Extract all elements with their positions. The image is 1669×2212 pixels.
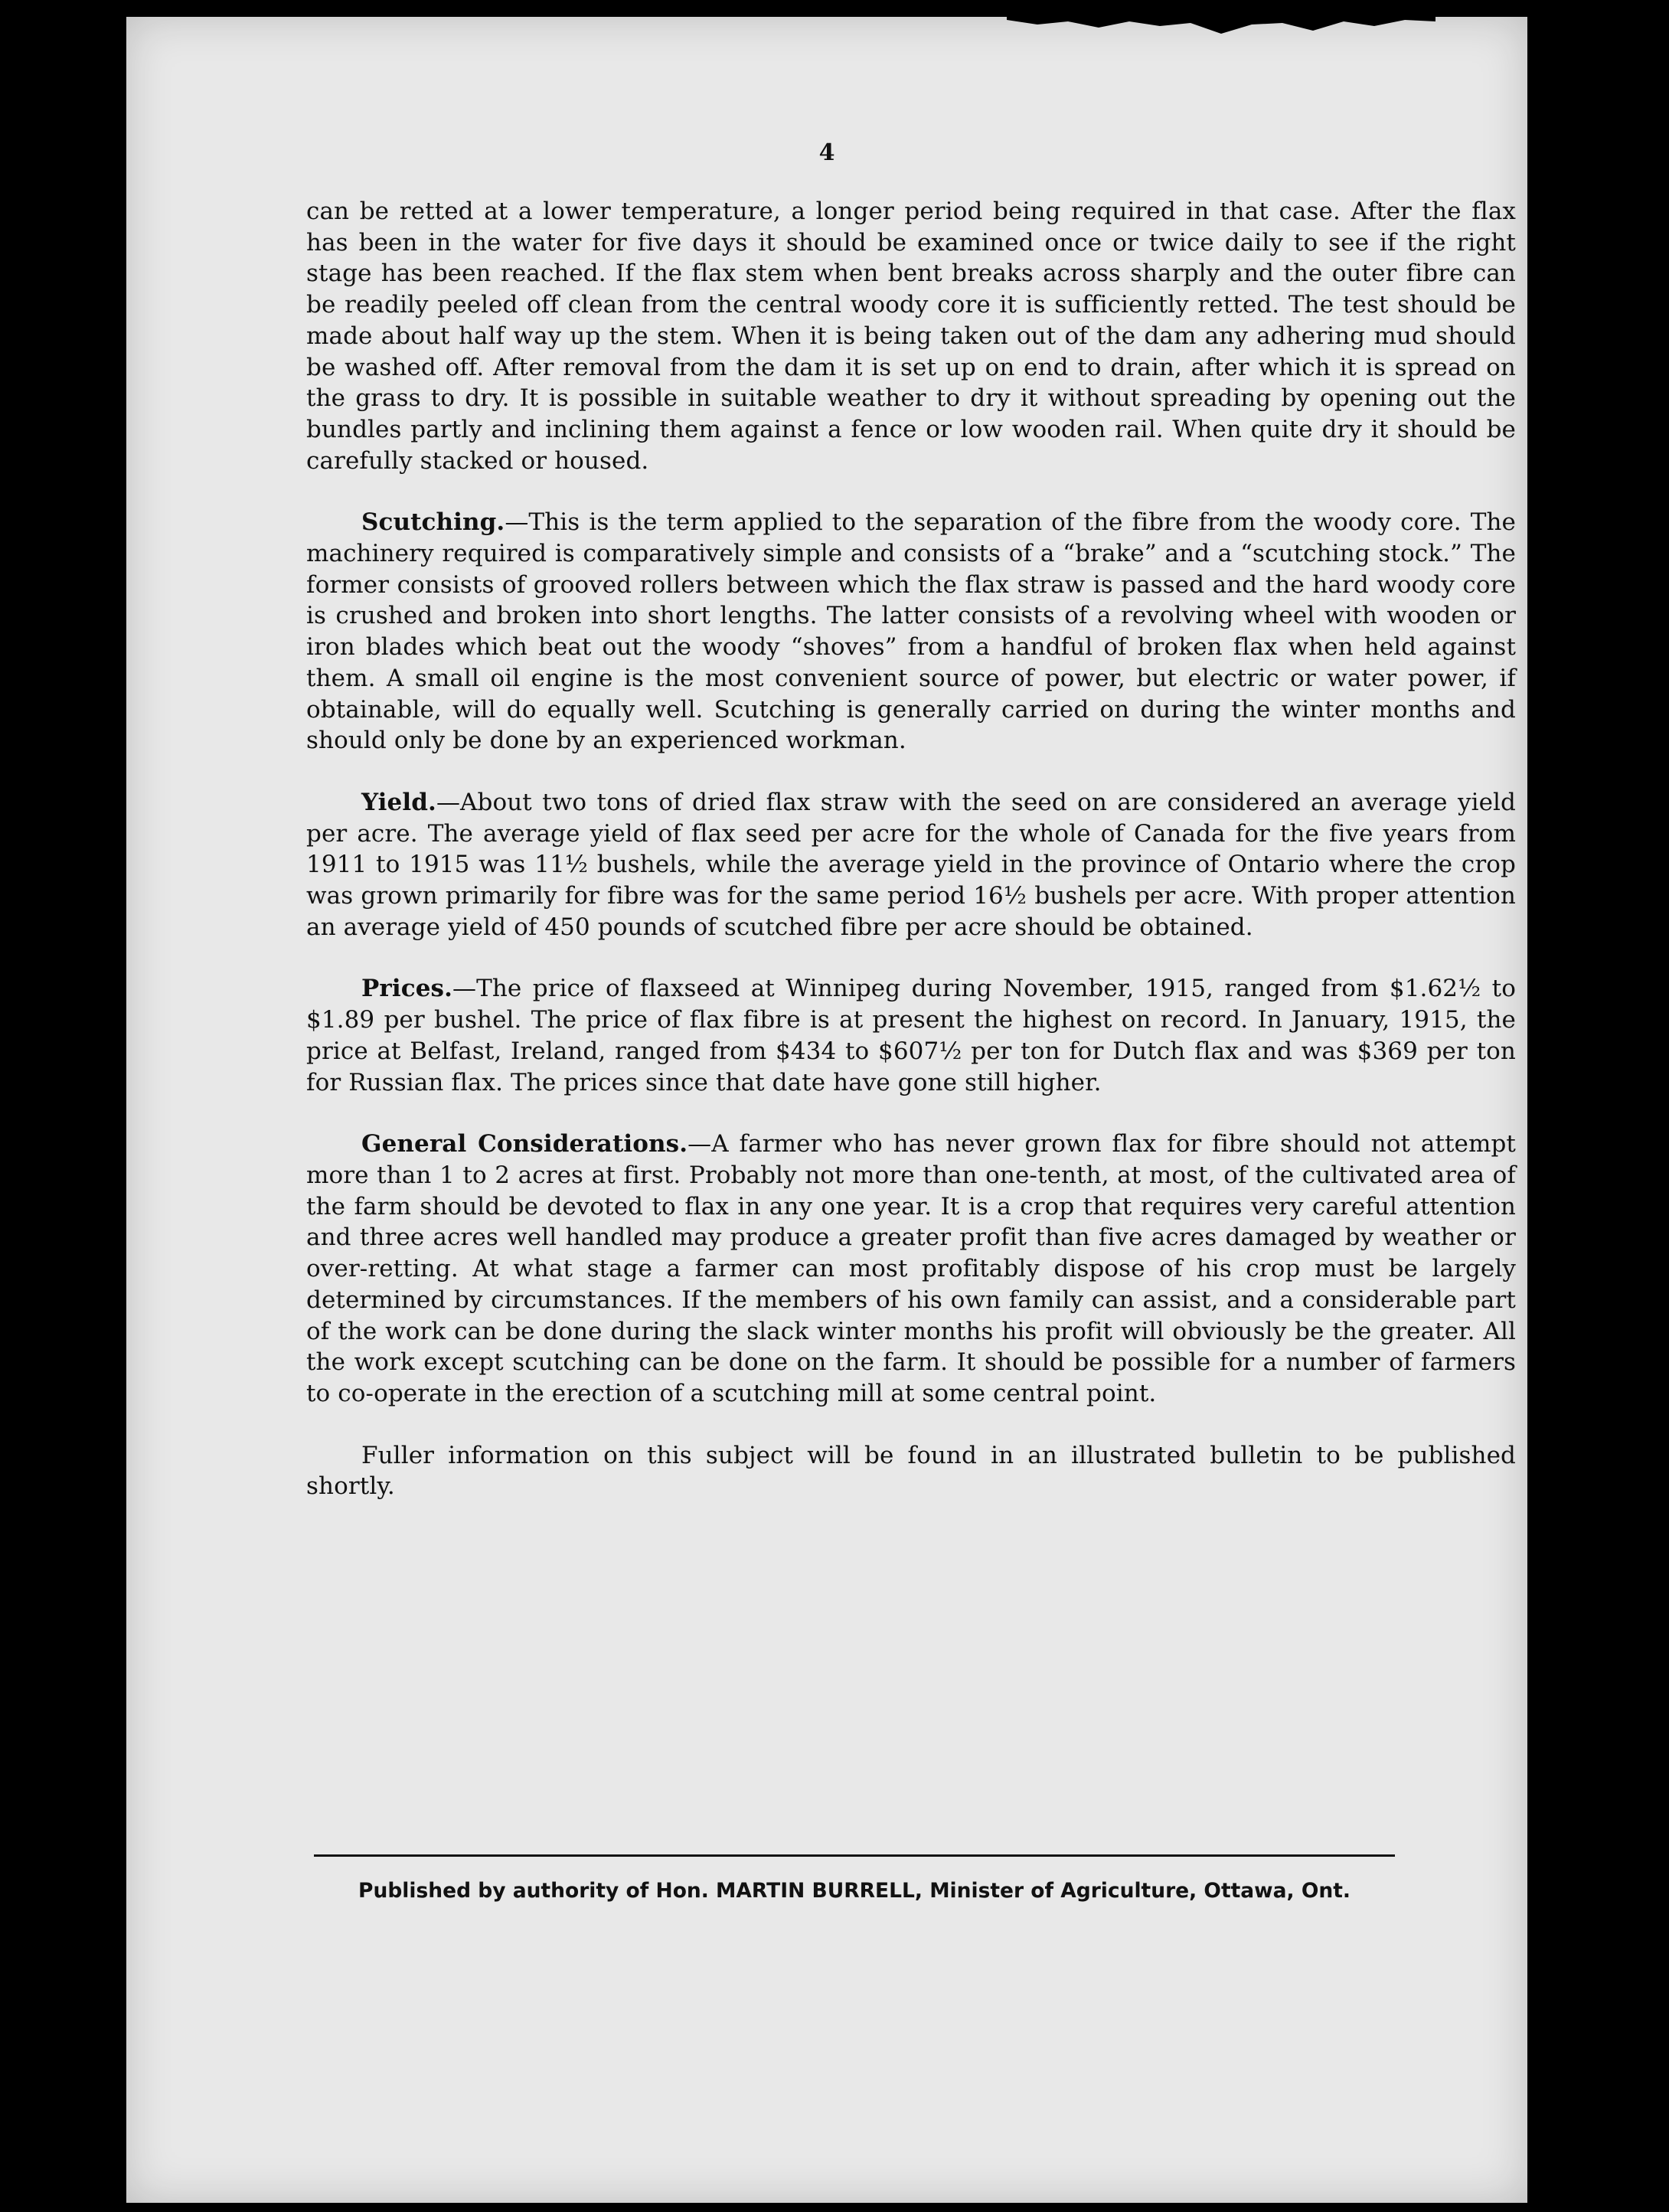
paragraph-prices	[306, 973, 1516, 1098]
paragraph-general-considerations	[306, 1129, 1516, 1409]
section-heading-yield: Yield.	[361, 788, 436, 816]
footer-publisher-note: Published by authority of Hon. MARTIN BURRELL, Minister of Agriculture, Ottawa, Ont.	[358, 1879, 1351, 1903]
paragraph-text: can be retted at a lower temperature, a longer period being required in that case. After the flax has been in the water for five days it should be examined once or twice daily to see if the right stage has been reached. If the flax stem when bent breaks across sharply and the outer fibre can be readily peeled off clean from the central woody core it is sufficiently retted. The test should be made about half way up the stem. When it is being taken out of the dam any adhering mud should be washed off. After removal from the dam it is set up on end to drain, after which it is spread on the grass to dry. It is possible in suitable weather to dry it without spreading by opening out the bundles partly and inclining them against a fence or low wooden rail. When quite dry it should be carefully stacked or housed.	[306, 198, 1516, 475]
paragraph-text: —A farmer who has never grown flax for fibre should not attempt more than 1 to 2 acres at first. Probably not more than one-tenth, at most, of the cultivated area of the farm should be devoted to flax in any one year. It is a crop that requires very careful attention and three acres well handled may produce a greater profit than five acres damaged by weather or over-retting. At what stage a farmer can most profitably dispose of his crop must be largely determined by circumstances. If the members of his own family can assist, and a considerable part of the work can be done during the slack winter months his profit will obviously be the greater. All the work except scutching can be done on the farm. It should be possible for a number of farmers to co-operate in the erection of a scutching mill at some central point.	[306, 1130, 1516, 1407]
paragraph-text: Fuller information on this subject will be found in an illustrated bulletin to be published shortly.	[306, 1441, 1516, 1501]
page-number: 4	[818, 139, 835, 166]
page-tear-decoration	[1007, 17, 1435, 55]
paragraph-text: —About two tons of dried flax straw with the seed on are considered an average yield per acre. The average yield of flax seed per acre for the whole of Canada for the five years from 1911 to 1915 was 11½ bushels, while the average yield in the province of Ontario where the crop was grown primarily for fibre was for the same period 16½ bushels per acre. With proper attention an average yield of 450 pounds of scutched fibre per acre should be obtained.	[306, 788, 1516, 941]
section-heading-prices: Prices.	[361, 975, 452, 1003]
paragraph-text: —The price of flaxseed at Winnipeg during November, 1915, ranged from $1.62½ to $1.89 per bushel. The price of flax fibre is at present the highest on record. In January, 1915, the price at Belfast, Ireland, ranged from $434 to $607½ per ton for Dutch flax and was $369 per ton for Russian flax. The prices since that date have gone still higher.	[306, 975, 1516, 1096]
footer-rule	[314, 1854, 1395, 1857]
body-text	[306, 196, 1516, 1533]
scan-smudge	[0, 1688, 23, 1723]
document-page	[126, 17, 1527, 2203]
paragraph-text: —This is the term applied to the separation of the fibre from the woody core. The machinery required is comparatively simple and consists of a “brake” and a “scutching stock.” The former consists of grooved rollers between which the flax straw is passed and the hard woody core is crushed and broken into short lengths. The latter consists of a revolving wheel with wooden or iron blades which beat out the woody “shoves” from a handful of broken flax when held against them. A small oil engine is the most convenient source of power, but electric or water power, if obtainable, will do equally well. Scutching is generally carried on during the winter months and should only be done by an experienced workman.	[306, 508, 1516, 755]
paragraph-retting	[306, 196, 1516, 476]
section-heading-general-considerations: General Considerations.	[361, 1130, 688, 1158]
scan-smudge	[0, 992, 31, 1037]
paragraph-fuller-information	[306, 1440, 1516, 1502]
paragraph-scutching	[306, 507, 1516, 756]
paragraph-yield	[306, 787, 1516, 943]
section-heading-scutching: Scutching.	[361, 508, 505, 537]
